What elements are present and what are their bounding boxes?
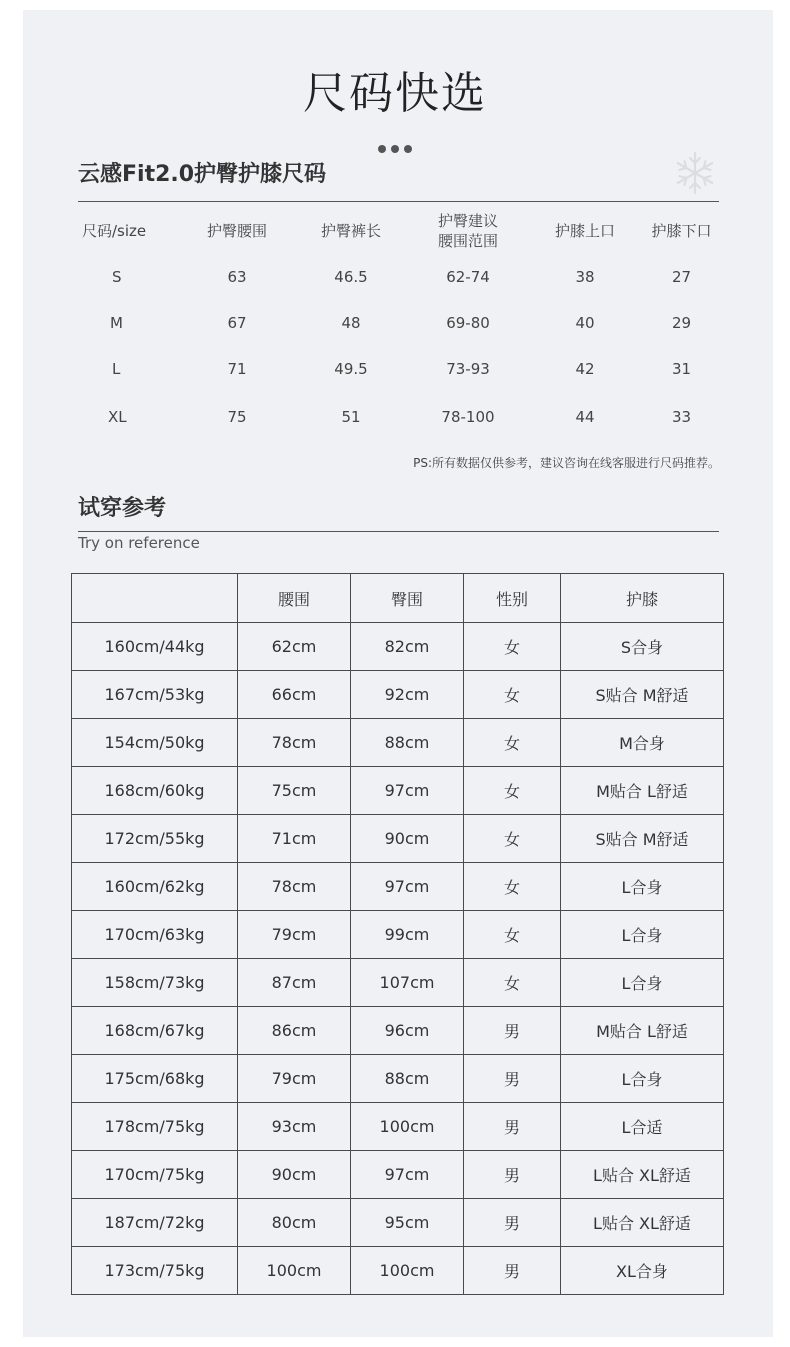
reference-cell: 女 [464,623,561,671]
size-cell: 46.5 [334,268,368,286]
reference-cell: 80cm [238,1199,351,1247]
size-section-title: 云感Fit2.0护臀护膝尺码 [78,162,327,187]
reference-cell: 93cm [238,1103,351,1151]
size-cell: 62-74 [446,268,490,286]
reference-cell: S合身 [561,623,724,671]
reference-row [72,719,724,767]
reference-cell: 女 [464,911,561,959]
reference-cell: 88cm [351,719,464,767]
reference-row [72,1055,724,1103]
reference-header-cell: 护膝 [561,574,724,623]
reference-cell: M贴合 L舒适 [561,1007,724,1055]
reference-cell: 90cm [351,815,464,863]
reference-cell: 95cm [351,1199,464,1247]
reference-row [72,863,724,911]
reference-cell: 82cm [351,623,464,671]
size-cell: 48 [341,314,361,332]
reference-cell: 男 [464,1007,561,1055]
size-header-line: 护臀建议 [437,212,498,230]
reference-table-header [72,574,724,623]
reference-cell: 女 [464,959,561,1007]
reference-cell: 168cm/60kg [72,767,238,815]
reference-section-divider [78,531,719,532]
reference-cell: 62cm [238,623,351,671]
ellipsis-icon [378,145,412,153]
reference-cell: 86cm [238,1007,351,1055]
reference-cell: 男 [464,1151,561,1199]
reference-row [72,959,724,1007]
size-header-cell [410,209,526,253]
size-table [78,209,719,441]
reference-header-cell: 腰围 [238,574,351,623]
reference-cell: 75cm [238,767,351,815]
reference-cell: 90cm [238,1151,351,1199]
reference-cell: 175cm/68kg [72,1055,238,1103]
snowflake-icon [672,150,718,196]
reference-cell: 172cm/55kg [72,815,238,863]
reference-cell: 男 [464,1103,561,1151]
reference-table [71,573,724,1295]
size-cell: 29 [671,314,692,332]
reference-cell: 男 [464,1199,561,1247]
reference-header-cell: 臀围 [351,574,464,623]
reference-cell: 女 [464,863,561,911]
reference-cell: 97cm [351,863,464,911]
size-header-line: 腰围范围 [437,232,498,250]
reference-row [72,671,724,719]
size-header-cell: 护膝上口 [554,222,615,240]
reference-section-title: 试穿参考 [78,496,167,521]
size-cell: 38 [575,268,595,286]
size-header-cell: 尺码/size [82,222,147,240]
reference-cell: 100cm [238,1247,351,1295]
reference-cell: 97cm [351,767,464,815]
reference-cell: L贴合 XL舒适 [561,1199,724,1247]
reference-row [72,767,724,815]
reference-cell: 168cm/67kg [72,1007,238,1055]
reference-cell: 100cm [351,1103,464,1151]
reference-cell: 160cm/44kg [72,623,238,671]
size-cell: 71 [227,360,247,378]
size-cell: 27 [671,268,692,286]
reference-cell: 173cm/75kg [72,1247,238,1295]
size-table-header [78,209,719,253]
size-cell: 51 [341,408,361,426]
reference-cell: L合身 [561,1055,724,1103]
reference-cell: L合身 [561,911,724,959]
reference-cell: 女 [464,767,561,815]
reference-cell: 71cm [238,815,351,863]
size-header-cell: 护臀裤长 [320,222,381,240]
reference-cell: 79cm [238,1055,351,1103]
reference-cell: 女 [464,671,561,719]
reference-row [72,1151,724,1199]
size-cell: M [110,314,123,332]
reference-cell: 160cm/62kg [72,863,238,911]
reference-cell: 107cm [351,959,464,1007]
reference-cell: 男 [464,1247,561,1295]
reference-cell: 99cm [351,911,464,959]
size-section-divider [78,201,719,202]
reference-cell: 170cm/63kg [72,911,238,959]
reference-cell: 170cm/75kg [72,1151,238,1199]
reference-cell: S贴合 M舒适 [561,671,724,719]
page-title: 尺码快选 [303,68,487,119]
reference-cell: 88cm [351,1055,464,1103]
reference-cell: L合适 [561,1103,724,1151]
reference-header-cell: 性别 [464,574,561,623]
reference-cell: 158cm/73kg [72,959,238,1007]
size-cell: 73-93 [446,360,490,378]
size-row [78,393,719,441]
reference-cell: M合身 [561,719,724,767]
size-header-cell: 护膝下口 [651,222,712,240]
reference-cell: 79cm [238,911,351,959]
reference-row [72,815,724,863]
size-cell: S [112,268,122,286]
reference-cell: 女 [464,815,561,863]
reference-cell: 92cm [351,671,464,719]
reference-row [72,623,724,671]
reference-cell: 154cm/50kg [72,719,238,767]
reference-cell: L合身 [561,863,724,911]
size-cell: 69-80 [446,314,490,332]
reference-cell: 78cm [238,863,351,911]
size-row [78,253,719,301]
size-cell: 33 [671,408,692,426]
reference-cell: 96cm [351,1007,464,1055]
size-cell: 44 [575,408,595,426]
size-cell: 42 [575,360,595,378]
size-row [78,345,719,393]
reference-cell: 97cm [351,1151,464,1199]
reference-row [72,1199,724,1247]
reference-row [72,1247,724,1295]
size-cell: 31 [671,360,692,378]
reference-cell: 女 [464,719,561,767]
reference-subtitle: Try on reference [78,534,200,552]
reference-cell: L合身 [561,959,724,1007]
size-cell: 63 [227,268,247,286]
reference-row [72,1103,724,1151]
reference-cell: L贴合 XL舒适 [561,1151,724,1199]
reference-cell: M贴合 L舒适 [561,767,724,815]
size-cell: 67 [227,314,247,332]
reference-cell: 178cm/75kg [72,1103,238,1151]
reference-cell: 100cm [351,1247,464,1295]
reference-cell: 66cm [238,671,351,719]
size-header-cell: 护臀腰围 [206,222,267,240]
size-cell: 40 [575,314,595,332]
size-row [78,301,719,345]
size-cell: 49.5 [334,360,368,378]
reference-row [72,1007,724,1055]
size-cell: L [112,360,121,378]
reference-cell: XL合身 [561,1247,724,1295]
reference-cell: 87cm [238,959,351,1007]
reference-row [72,911,724,959]
reference-cell: 167cm/53kg [72,671,238,719]
reference-header-cell [72,574,238,623]
size-cell: 75 [227,408,247,426]
reference-cell: S贴合 M舒适 [561,815,724,863]
size-note: PS:所有数据仅供参考，建议咨询在线客服进行尺码推荐。 [413,456,720,470]
size-cell: 78-100 [441,408,495,426]
size-cell: XL [108,408,127,426]
reference-cell: 男 [464,1055,561,1103]
reference-cell: 78cm [238,719,351,767]
reference-cell: 187cm/72kg [72,1199,238,1247]
